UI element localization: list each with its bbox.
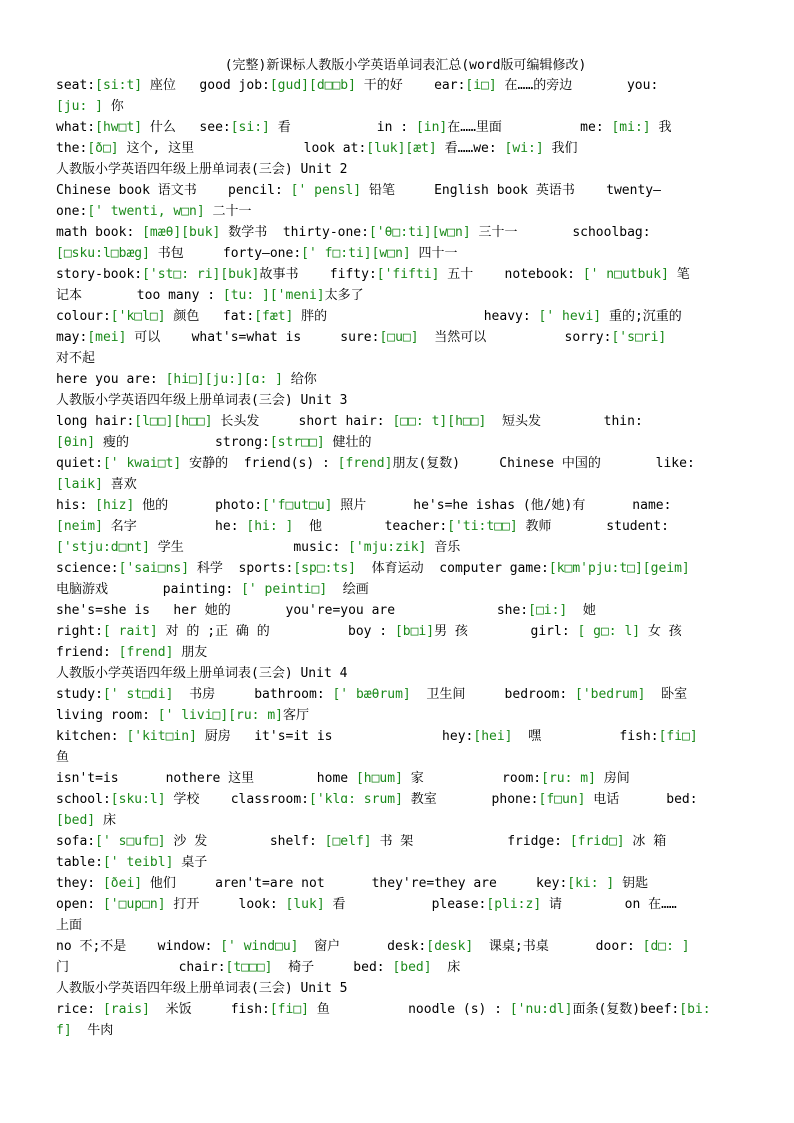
word-text: 他 teacher: xyxy=(293,519,448,534)
word-text: 短头发 thin: xyxy=(486,414,643,429)
phonetic: ['s□ri] xyxy=(611,330,667,345)
phonetic: [frend] xyxy=(337,456,393,471)
document-title: (完整)新课标人教版小学英语单词表汇总(word版可编辑修改) xyxy=(224,58,587,73)
vocab-line xyxy=(56,768,737,789)
word-text: 名字 he: xyxy=(102,519,247,534)
phonetic: [rais] xyxy=(102,1002,150,1017)
word-text: 可以 what's=what is sure: xyxy=(126,330,380,345)
phonetic: [□□: t][h□□] xyxy=(392,414,487,429)
vocab-line xyxy=(56,999,737,1020)
phonetic: [desk] xyxy=(426,939,474,954)
vocab-line xyxy=(56,348,737,369)
phonetic: [tu: ]['meni] xyxy=(222,288,325,303)
word-text: 颜色 fat: xyxy=(165,309,255,324)
word-text: 她 xyxy=(567,603,596,618)
word-text: long hair: xyxy=(56,414,135,429)
phonetic: [' bæθrum] xyxy=(332,687,411,702)
word-text: 我 xyxy=(650,120,672,135)
word-text: 喜欢 xyxy=(102,477,137,492)
word-text: 看 in : xyxy=(269,120,416,135)
word-text: 三十一 schoolbag: xyxy=(470,225,651,240)
word-text: his: xyxy=(56,498,96,513)
phonetic: [' wind□u] xyxy=(220,939,299,954)
word-text: 重的;沉重的 xyxy=(601,309,682,324)
unit-heading: 人教版小学英语四年级上册单词表(三会) Unit 2 xyxy=(56,162,348,177)
word-text: table: xyxy=(56,855,103,870)
word-text: living room: xyxy=(56,708,158,723)
phonetic: ['st□: ri][buk] xyxy=(142,267,260,282)
word-text: 在……里面 me: xyxy=(447,120,612,135)
word-text: 二十一 xyxy=(204,204,252,219)
word-text: what: xyxy=(56,120,96,135)
phonetic: ['mju:zik] xyxy=(348,540,427,555)
word-text: 椅子 bed: xyxy=(272,960,393,975)
vocab-line xyxy=(56,579,737,600)
phonetic: ['k□l□] xyxy=(110,309,166,324)
vocab-line xyxy=(56,285,737,306)
word-text: 朋友(复数) Chinese 中国的 like: xyxy=(392,456,695,471)
word-text: 科学 sports: xyxy=(189,561,294,576)
word-text: 上面 xyxy=(56,918,83,933)
vocab-line xyxy=(56,96,737,117)
phonetic: [ g□: l] xyxy=(577,624,641,639)
phonetic: [' peinti□] xyxy=(241,582,328,597)
word-text: 照片 he's=he ishas (他/她)有 name: xyxy=(332,498,672,513)
vocab-line xyxy=(56,495,737,516)
word-text: colour: xyxy=(56,309,111,324)
word-text: 厨房 it's=it is hey: xyxy=(196,729,474,744)
vocab-line xyxy=(56,537,737,558)
phonetic: [luk][æt] xyxy=(366,141,437,156)
word-text: friend: xyxy=(56,645,119,660)
phonetic: [wi:] xyxy=(504,141,544,156)
word-text: isn't=is nothere 这里 home xyxy=(56,771,356,786)
word-text: the: xyxy=(56,141,88,156)
word-text: science: xyxy=(56,561,119,576)
word-text: 记本 too many : xyxy=(56,288,223,303)
phonetic: [b□i] xyxy=(394,624,435,639)
word-text: 学生 music: xyxy=(149,540,349,555)
word-text: 书房 bathroom: xyxy=(173,687,333,702)
phonetic: [' pensl] xyxy=(290,183,362,198)
phonetic: [bed] xyxy=(392,960,432,975)
phonetic: [' n□utbuk] xyxy=(582,267,669,282)
vocab-line xyxy=(56,474,737,495)
word-text: 鱼 xyxy=(56,750,70,765)
vocab-line xyxy=(56,327,737,348)
word-text: 床 xyxy=(431,960,461,975)
word-text: 瘦的 strong: xyxy=(95,435,270,450)
vocab-line xyxy=(56,726,737,747)
phonetic: f] xyxy=(56,1023,72,1038)
word-text: they: xyxy=(56,876,103,891)
word-text: 教室 phone: xyxy=(402,792,539,807)
word-text: 长头发 short hair: xyxy=(212,414,393,429)
word-text: 五十 notebook: xyxy=(439,267,583,282)
phonetic: ['f□ut□u] xyxy=(262,498,333,513)
word-text: 打开 look: xyxy=(165,897,286,912)
phonetic: [h□um] xyxy=(355,771,403,786)
word-text: Chinese book 语文书 pencil: xyxy=(56,183,291,198)
phonetic: [neim] xyxy=(56,519,103,534)
phonetic: [k□m'pju:t□][geim] xyxy=(548,561,690,576)
word-text: study: xyxy=(56,687,103,702)
vocab-line xyxy=(56,432,737,453)
phonetic: [bi: xyxy=(679,1002,711,1017)
word-text: right: xyxy=(56,624,103,639)
phonetic: [□i:] xyxy=(528,603,568,618)
word-text: one: xyxy=(56,204,88,219)
vocab-line xyxy=(56,201,737,222)
word-text: 当然可以 sorry: xyxy=(418,330,612,345)
word-text: here you are: xyxy=(56,372,166,387)
word-text: 座位 good job: xyxy=(142,78,270,93)
phonetic: [f□un] xyxy=(538,792,586,807)
word-text: math book: xyxy=(56,225,143,240)
word-text: open: xyxy=(56,897,103,912)
word-text: 冰 箱 xyxy=(624,834,667,849)
vocab-line xyxy=(56,684,737,705)
vocab-line xyxy=(56,705,737,726)
phonetic: [' f□:ti][w□n] xyxy=(301,246,411,261)
phonetic: [ rait] xyxy=(102,624,158,639)
phonetic: [si:] xyxy=(230,120,270,135)
word-text: 女 孩 xyxy=(640,624,682,639)
vocab-line xyxy=(56,222,737,243)
word-text: 干的好 ear: xyxy=(355,78,466,93)
document-page xyxy=(56,56,737,1041)
phonetic: [in] xyxy=(415,120,448,135)
vocab-line xyxy=(56,831,737,852)
phonetic: [fi□] xyxy=(269,1002,309,1017)
word-text: 沙 发 shelf: xyxy=(165,834,325,849)
vocab-line xyxy=(56,369,737,390)
phonetic: [mi:] xyxy=(611,120,651,135)
word-text: 卫生间 bedroom: xyxy=(410,687,575,702)
phonetic: [t□□□] xyxy=(225,960,273,975)
phonetic: ['kit□in] xyxy=(126,729,197,744)
word-text: 在……的旁边 you: xyxy=(496,78,659,93)
word-text: 书 架 fridge: xyxy=(371,834,570,849)
word-text: 铅笔 English book 英语书 twenty— xyxy=(361,183,661,198)
word-text: 床 xyxy=(95,813,116,828)
word-text: 房间 xyxy=(595,771,630,786)
word-text: sofa: xyxy=(56,834,96,849)
phonetic: [ju: ] xyxy=(56,99,103,114)
word-text: 窗户 desk: xyxy=(298,939,427,954)
word-text: 什么 see: xyxy=(142,120,231,135)
word-text: 给你 xyxy=(282,372,317,387)
unit-heading: 人教版小学英语四年级上册单词表(三会) Unit 3 xyxy=(56,393,348,408)
word-text: story-book: xyxy=(56,267,143,282)
phonetic: ['ti:t□□] xyxy=(447,519,518,534)
phonetic: [ð□] xyxy=(87,141,119,156)
vocab-line xyxy=(56,1020,737,1041)
word-text: 书包 forty—one: xyxy=(149,246,302,261)
phonetic: [frid□] xyxy=(569,834,625,849)
phonetic: [' teibl] xyxy=(102,855,174,870)
phonetic: [hi: ] xyxy=(246,519,294,534)
vocab-line xyxy=(56,747,737,768)
phonetic: [fi□] xyxy=(658,729,698,744)
vocab-line xyxy=(56,936,737,957)
word-text: 米饭 fish: xyxy=(149,1002,270,1017)
vocab-line xyxy=(56,117,737,138)
word-text: 你 xyxy=(102,99,124,114)
word-text: 他的 photo: xyxy=(134,498,263,513)
word-text: 门 chair: xyxy=(56,960,226,975)
word-text: 胖的 heavy: xyxy=(293,309,539,324)
vocab-line xyxy=(56,600,737,621)
word-text: 钥匙 xyxy=(614,876,649,891)
word-text: 体育运动 computer game: xyxy=(355,561,549,576)
vocab-line xyxy=(56,789,737,810)
word-text: no 不;不是 window: xyxy=(56,939,221,954)
phonetic: ['θ□:ti][w□n] xyxy=(368,225,471,240)
word-text: 安静的 friend(s) : xyxy=(181,456,338,471)
vocab-line xyxy=(56,180,737,201)
word-text: seat: xyxy=(56,78,96,93)
word-text: 教师 student: xyxy=(517,519,669,534)
word-text: 四十一 xyxy=(410,246,458,261)
word-text: she's=she is her 她的 you're=you are she: xyxy=(56,603,529,618)
vocab-line xyxy=(56,243,737,264)
unit-heading: 人教版小学英语四年级上册单词表(三会) Unit 4 xyxy=(56,666,348,681)
word-text: 卧室 xyxy=(645,687,688,702)
phonetic: [luk] xyxy=(285,897,325,912)
phonetic: [mæθ][buk] xyxy=(142,225,221,240)
vocab-line xyxy=(56,138,737,159)
phonetic: [gud][d□□b] xyxy=(269,78,356,93)
phonetic: [sp□:ts] xyxy=(293,561,356,576)
phonetic: [frend] xyxy=(118,645,174,660)
word-text: 他们 aren't=are not they're=they are key: xyxy=(142,876,568,891)
vocab-line xyxy=(56,558,737,579)
phonetic: [□u□] xyxy=(379,330,419,345)
phonetic: [' twenti, w□n] xyxy=(87,204,205,219)
word-text: 对不起 xyxy=(56,351,96,366)
word-text: 音乐 xyxy=(426,540,461,555)
vocab-line xyxy=(56,957,737,978)
word-list xyxy=(56,75,737,1041)
phonetic: [d□: ] xyxy=(642,939,690,954)
phonetic: ['stju:d□nt] xyxy=(56,540,150,555)
word-text: 电脑游戏 painting: xyxy=(56,582,242,597)
phonetic: [□elf] xyxy=(324,834,372,849)
word-text: 牛肉 xyxy=(71,1023,114,1038)
word-text: 客厅 xyxy=(282,708,309,723)
word-text: 桌子 xyxy=(173,855,208,870)
phonetic: [si:t] xyxy=(95,78,143,93)
word-text: 嘿 fish: xyxy=(512,729,659,744)
phonetic: [laik] xyxy=(56,477,103,492)
word-text: 电话 bed: xyxy=(585,792,698,807)
word-text: quiet: xyxy=(56,456,103,471)
phonetic: [fæt] xyxy=(254,309,294,324)
word-text: 朋友 xyxy=(173,645,208,660)
phonetic: ['nu:dl] xyxy=(509,1002,573,1017)
phonetic: [str□□] xyxy=(269,435,325,450)
vocab-line xyxy=(56,873,737,894)
word-text: 健壮的 xyxy=(324,435,372,450)
vocab-line xyxy=(56,894,737,915)
phonetic: [l□□][h□□] xyxy=(134,414,213,429)
word-text: school: xyxy=(56,792,111,807)
word-text: 看 please: xyxy=(324,897,487,912)
word-text: 课桌;书桌 door: xyxy=(473,939,643,954)
phonetic: [' kwai□t] xyxy=(102,456,182,471)
word-text: 笔 xyxy=(668,267,690,282)
phonetic: [□sku:l□bæg] xyxy=(56,246,150,261)
phonetic: [hw□t] xyxy=(95,120,143,135)
word-text: 绘画 xyxy=(327,582,369,597)
word-text: rice: xyxy=(56,1002,103,1017)
phonetic: ['sai□ns] xyxy=(118,561,190,576)
vocab-line xyxy=(56,306,737,327)
phonetic: [sku:l] xyxy=(110,792,166,807)
phonetic: [ru: m] xyxy=(541,771,596,786)
phonetic: [hiz] xyxy=(95,498,135,513)
word-text: 这个, 这里 look at: xyxy=(118,141,367,156)
phonetic: [ðei] xyxy=(102,876,143,891)
phonetic: ['□up□n] xyxy=(102,897,166,912)
vocab-line xyxy=(56,621,737,642)
word-text: 对 的 ;正 确 的 boy : xyxy=(157,624,395,639)
word-text: 家 room: xyxy=(402,771,542,786)
vocab-line xyxy=(56,411,737,432)
phonetic: [hi□][ju:][ɑ: ] xyxy=(165,372,283,387)
phonetic: [i□] xyxy=(465,78,497,93)
phonetic: [' livi□][ru: m] xyxy=(157,708,283,723)
phonetic: [' st□di] xyxy=(102,687,174,702)
vocab-line xyxy=(56,810,737,831)
word-text: 男 孩 girl: xyxy=(434,624,578,639)
vocab-line xyxy=(56,264,737,285)
phonetic: ['bedrum] xyxy=(575,687,646,702)
word-text: 故事书 fifty: xyxy=(259,267,377,282)
phonetic: [' s□uf□] xyxy=(95,834,166,849)
phonetic: [θin] xyxy=(56,435,96,450)
vocab-line xyxy=(56,516,737,537)
word-text: 我们 xyxy=(543,141,578,156)
vocab-line xyxy=(56,915,737,936)
unit-heading: 人教版小学英语四年级上册单词表(三会) Unit 5 xyxy=(56,981,348,996)
phonetic: [ki: ] xyxy=(567,876,615,891)
vocab-line xyxy=(56,642,737,663)
vocab-line xyxy=(56,75,737,96)
phonetic: ['klɑ: srum] xyxy=(309,792,403,807)
phonetic: [hei] xyxy=(473,729,513,744)
vocab-line xyxy=(56,453,737,474)
word-text: 学校 classroom: xyxy=(165,792,309,807)
phonetic: ['fifti] xyxy=(376,267,440,282)
word-text: 太多了 xyxy=(324,288,364,303)
vocab-line xyxy=(56,852,737,873)
phonetic: [pli:z] xyxy=(486,897,542,912)
word-text: may: xyxy=(56,330,88,345)
word-text: kitchen: xyxy=(56,729,127,744)
word-text: 看……we: xyxy=(436,141,505,156)
phonetic: [bed] xyxy=(56,813,96,828)
word-text: 鱼 noodle (s) : xyxy=(309,1002,510,1017)
word-text: 面条(复数)beef: xyxy=(572,1002,680,1017)
word-text: 数学书 thirty-one: xyxy=(220,225,369,240)
phonetic: [mei] xyxy=(87,330,127,345)
word-text: 请 on 在…… xyxy=(541,897,677,912)
phonetic: [' hevi] xyxy=(538,309,602,324)
